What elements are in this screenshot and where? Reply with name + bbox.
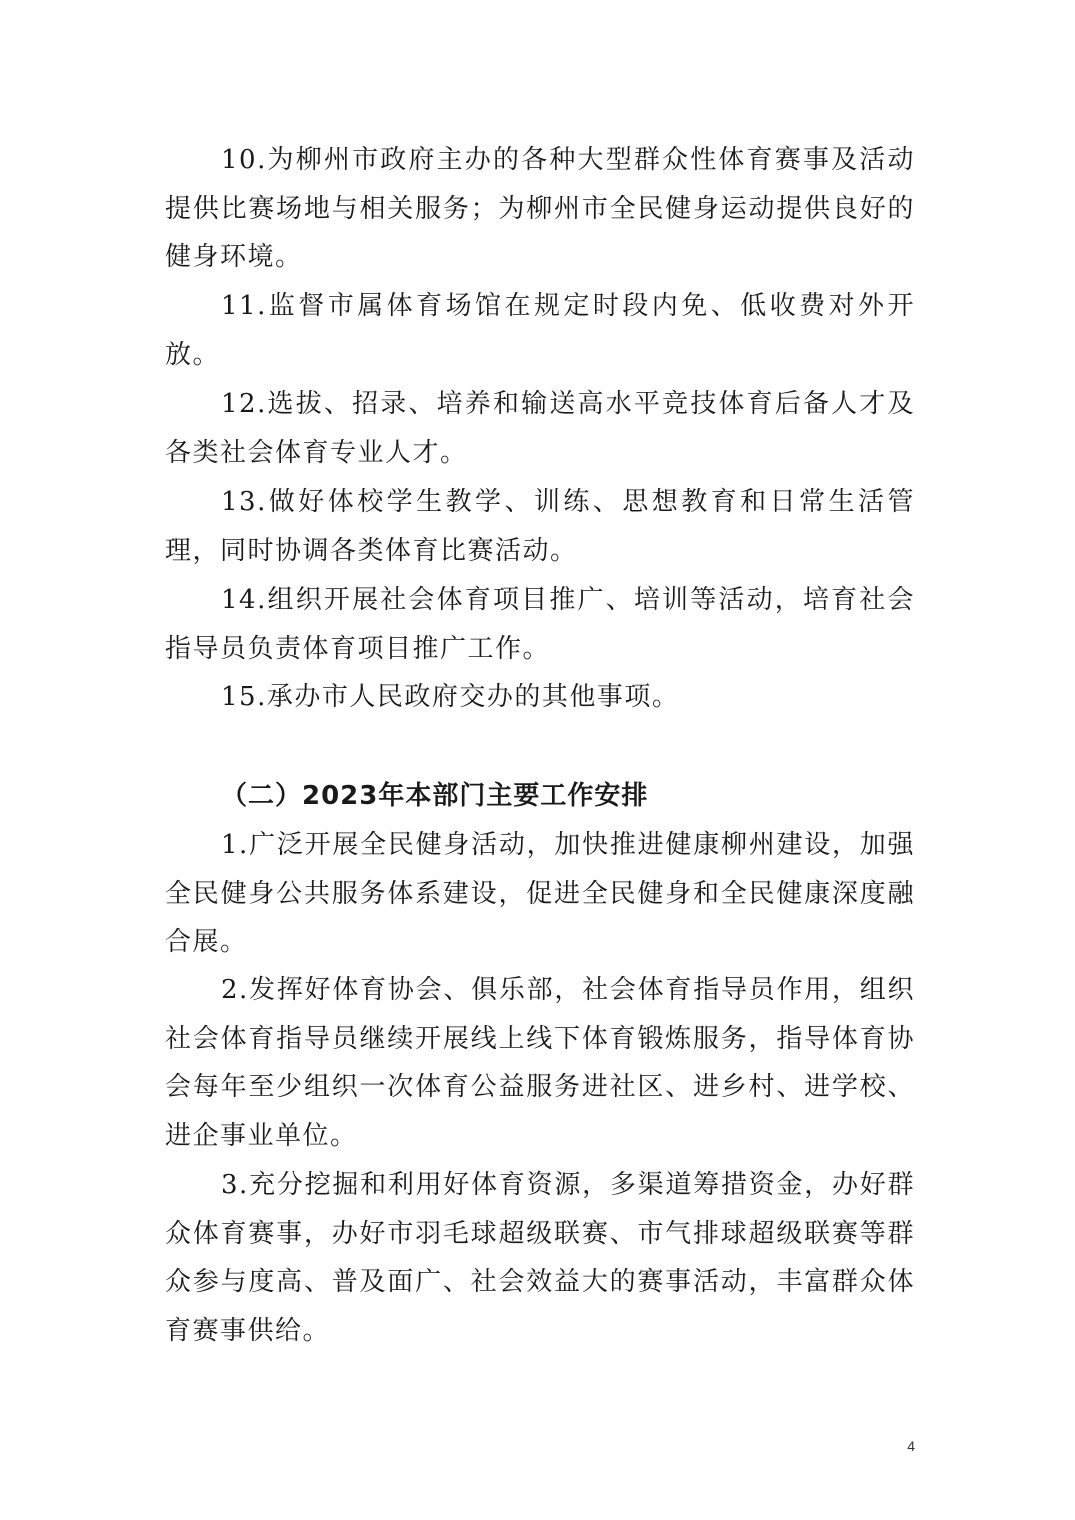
paragraph-item-15: 15.承办市人民政府交办的其他事项。	[221, 682, 680, 712]
paragraph-item-14: 14.组织开展社会体育项目推广、培训等活动，培育社会指导员负责体育项目推广工作。	[165, 585, 915, 664]
work-item-2: 2.发挥好体育协会、俱乐部，社会体育指导员作用，组织社会体育指导员继续开展线上线下体育锻炼服务，指导体育协会每年至少组织一次体育公益服务进社区、进乡村、进学校、进企事业单位。	[165, 975, 915, 1151]
paragraph-item-10: 10.为柳州市政府主办的各种大型群众性体育赛事及活动提供比赛场地与相关服务；为柳州市全民健身运动提供良好的健身环境。	[165, 145, 915, 272]
paragraph-item-12: 12.选拔、招录、培养和输送高水平竞技体育后备人才及各类社会体育专业人才。	[165, 389, 915, 468]
work-item-1: 1.广泛开展全民健身活动，加快推进健康柳州建设，加强全民健身公共服务体系建设，促进全民健身和全民健康深度融合展。	[165, 830, 915, 957]
section-heading: （二）2023年本部门主要工作安排	[221, 781, 649, 811]
page-number: 4	[907, 1438, 915, 1454]
paragraph-item-11: 11.监督市属体育场馆在规定时段内免、低收费对外开放。	[165, 291, 915, 370]
work-item-3: 3.充分挖掘和利用好体育资源，多渠道筹措资金，办好群众体育赛事，办好市羽毛球超级联赛、市气排球超级联赛等群众参与度高、普及面广、社会效益大的赛事活动，丰富群众体育赛事供给。	[165, 1170, 915, 1346]
paragraph-item-13: 13.做好体校学生教学、训练、思想教育和日常生活管理，同时协调各类体育比赛活动。	[165, 487, 915, 566]
